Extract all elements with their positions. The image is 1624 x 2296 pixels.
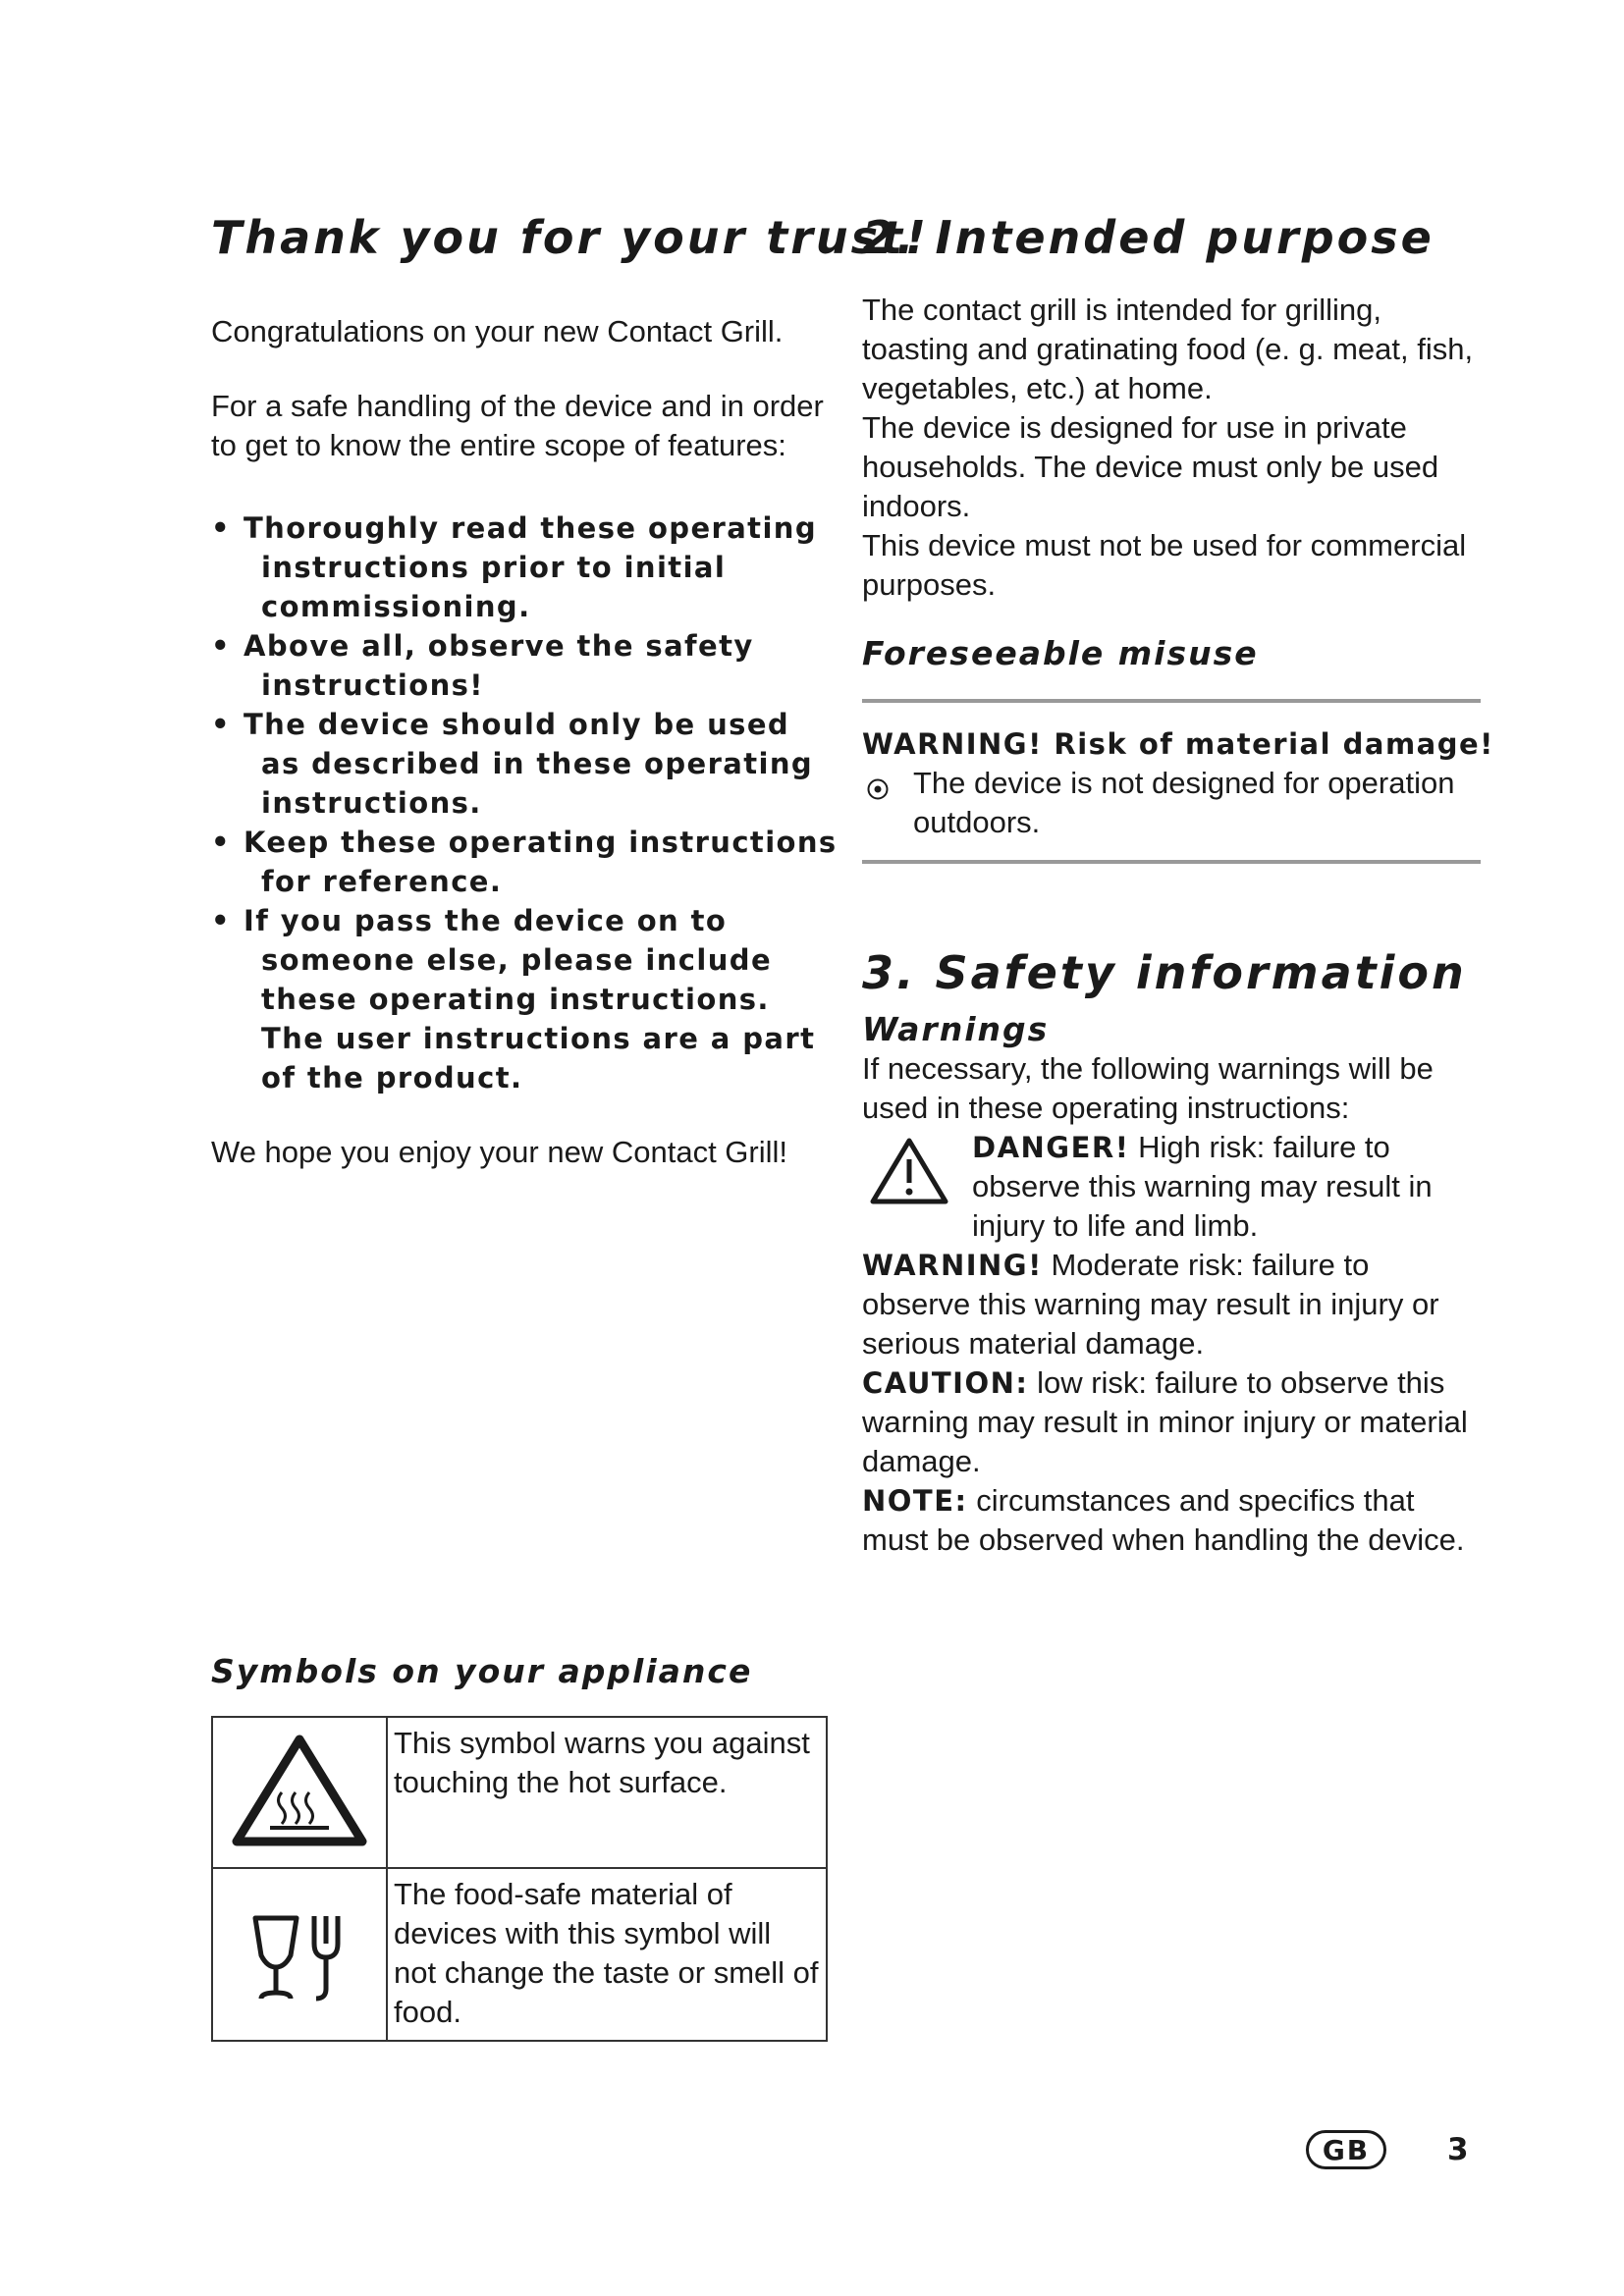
list-item: • If you pass the device on to someone else, please include these operating instructions. The user instructions are a part of the product. [211, 901, 838, 1097]
note-label: NOTE: [862, 1483, 968, 1518]
congrats-text: Congratulations on your new Contact Grill. [211, 314, 784, 349]
food-safe-description: The food-safe material of devices with this symbol will not change the taste or smell of food. [387, 1868, 827, 2041]
food-safe-icon [212, 1868, 387, 2041]
caution-label: CAUTION: [862, 1365, 1029, 1400]
intended-p2: The device is designed for use in private households. The device must only be used indoors. [862, 410, 1439, 524]
list-item: • Thoroughly read these operating instructions prior to initial commissioning. [211, 508, 838, 626]
page-footer [1306, 2130, 1469, 2169]
closing-text: We hope you enjoy your new Contact Grill! [211, 1135, 788, 1170]
page-number: 3 [1447, 2132, 1469, 2167]
intended-purpose-title: 2. Intended purpose [862, 211, 1435, 264]
caution-definition [862, 1363, 1481, 1481]
material-damage-warning-heading: WARNING! Risk of material damage! [862, 726, 1494, 761]
table-row [212, 1717, 827, 1868]
danger-definition [862, 1128, 1481, 1246]
caution-text: low risk: failure to observe this warning may result in minor injury or material damage. [862, 1364, 1468, 1478]
intro-text: For a safe handling of the device and in order to get to know the entire scope of features: [211, 389, 824, 463]
safety-information-title: 3. Safety information [862, 945, 1467, 999]
foreseeable-misuse-title: Foreseeable misuse [862, 634, 1259, 673]
divider [862, 699, 1481, 703]
outdoor-warning-text: The device is not designed for operation outdoors. [913, 765, 1455, 839]
warning-triangle-icon [868, 1136, 950, 1211]
note-text: circumstances and specifics that must be observed when handling the device. [862, 1482, 1465, 1557]
danger-text: High risk: failure to observe this warning may result in injury to life and limb. [972, 1129, 1433, 1243]
outdoor-warning [862, 764, 1481, 842]
table-row [212, 1868, 827, 2041]
intended-p3: This device must not be used for commercial purposes. [862, 528, 1467, 603]
list-item: • Keep these operating instructions for reference. [211, 823, 838, 901]
hot-surface-description: This symbol warns you against touching the hot surface. [387, 1717, 827, 1868]
right-column [862, 211, 1494, 1560]
warning-text: Moderate risk: failure to observe this warning may result in injury or serious material damage. [862, 1247, 1439, 1361]
warnings-intro: If necessary, the following warnings will be used in these operating instructions: [862, 1050, 1434, 1125]
country-badge: GB [1306, 2130, 1386, 2169]
thank-you-title: Thank you for your trust! [211, 211, 929, 264]
list-item: • The device should only be used as described in these operating instructions. [211, 705, 838, 823]
symbols-title: Symbols on your appliance [211, 1652, 753, 1690]
symbols-table [211, 1716, 828, 2042]
warning-definition [862, 1246, 1481, 1363]
divider [862, 860, 1481, 864]
danger-label: DANGER! [972, 1130, 1130, 1164]
warnings-title: Warnings [862, 1009, 1050, 1048]
intended-p1: The contact grill is intended for grilling, toasting and gratinating food (e. g. meat, fish, vegetables, etc.) at home. [862, 293, 1474, 406]
note-definition [862, 1481, 1481, 1560]
list-item: • Above all, observe the safety instructions! [211, 626, 838, 705]
left-column [211, 211, 929, 1172]
hot-surface-icon [212, 1717, 387, 1868]
target-bullet-icon [866, 772, 890, 811]
warning-label: WARNING! [862, 1248, 1043, 1282]
instruction-list [211, 508, 838, 1097]
